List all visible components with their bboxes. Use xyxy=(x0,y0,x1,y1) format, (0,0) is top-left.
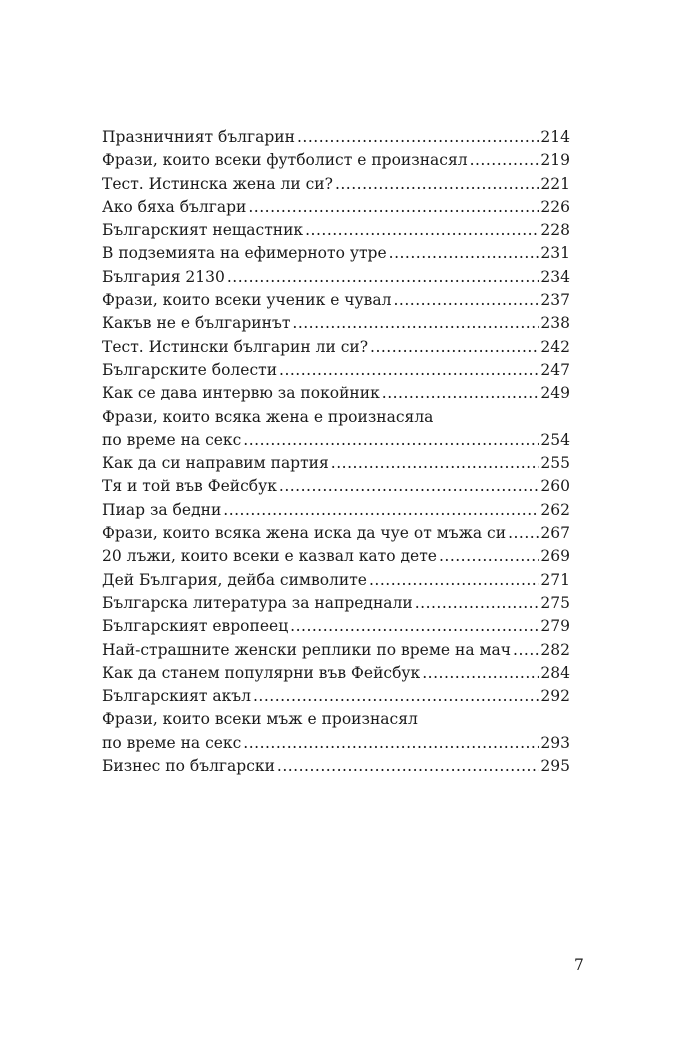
toc-entry-page: 269 xyxy=(540,547,570,566)
toc-entry-page: 271 xyxy=(540,570,570,589)
dot-leader xyxy=(279,475,540,498)
toc-entry[interactable] xyxy=(102,359,570,382)
toc-entry[interactable] xyxy=(102,662,570,685)
dot-leader xyxy=(513,639,539,662)
dot-leader xyxy=(508,522,539,545)
toc-entry-title: Фрази, които всяка жена е произнасяла xyxy=(102,407,434,426)
dot-leader xyxy=(335,173,539,196)
toc-entry-title: Какъв не е българинът xyxy=(102,314,291,333)
toc-entry-title: Тя и той във Фейсбук xyxy=(102,477,277,496)
toc-entry[interactable] xyxy=(102,242,570,265)
toc-entry[interactable] xyxy=(102,545,570,568)
toc-entry[interactable] xyxy=(102,149,570,172)
toc-entry-title: Как да си направим партия xyxy=(102,454,329,473)
toc-entry-page: 260 xyxy=(540,477,570,496)
toc-entry[interactable] xyxy=(102,173,570,196)
toc-entry-page: 262 xyxy=(540,500,570,519)
toc-entry-page: 284 xyxy=(540,663,570,682)
toc-entry-title: Ако бяха българи xyxy=(102,197,247,216)
toc-entry[interactable] xyxy=(102,382,570,405)
dot-leader xyxy=(369,569,539,592)
dot-leader xyxy=(393,289,539,312)
toc-entry-title: Празничният българин xyxy=(102,128,295,146)
toc-entry[interactable] xyxy=(102,755,570,778)
dot-leader xyxy=(370,336,539,359)
toc-entry-page: 226 xyxy=(540,197,570,216)
dot-leader xyxy=(292,312,539,335)
dot-leader xyxy=(277,755,540,778)
toc-entry-title: Пиар за бедни xyxy=(102,500,222,519)
toc-entry[interactable] xyxy=(102,639,570,662)
toc-entry-title: Фрази, които всяка жена иска да чуе от мъжа си xyxy=(102,524,507,543)
toc-entry[interactable] xyxy=(102,336,570,359)
dot-leader xyxy=(248,196,539,219)
dot-leader xyxy=(243,732,539,755)
toc-entry-title: Как да станем популярни във Фейсбук xyxy=(102,663,421,682)
toc-entry[interactable] xyxy=(102,429,570,452)
toc-entry-title: В подземията на ефимерното утре xyxy=(102,244,387,263)
dot-leader xyxy=(331,452,540,475)
toc-entry[interactable] xyxy=(102,732,570,755)
toc-entry-title: по време на секс xyxy=(102,733,242,752)
toc-entry-page: 275 xyxy=(540,593,570,612)
toc-entry-title: Тест. Истинска жена ли си? xyxy=(102,174,333,193)
toc-entry[interactable] xyxy=(102,475,570,498)
toc-entry-first-line[interactable] xyxy=(102,708,570,731)
toc-entry[interactable] xyxy=(102,685,570,708)
toc-entry-page: 242 xyxy=(540,337,570,356)
toc-entry[interactable] xyxy=(102,126,570,149)
toc-entry-page: 247 xyxy=(540,360,570,379)
toc-entry-page: 254 xyxy=(540,430,570,449)
toc-entry-page: 228 xyxy=(540,221,570,240)
dot-leader xyxy=(297,126,539,149)
toc-entry-page: 279 xyxy=(540,617,570,636)
toc-entry[interactable] xyxy=(102,569,570,592)
toc-entry-page: 231 xyxy=(540,244,570,263)
toc-entry-title: по време на секс xyxy=(102,430,242,449)
toc-entry-page: 214 xyxy=(540,128,570,146)
dot-leader xyxy=(290,615,539,638)
toc-entry-page: 295 xyxy=(540,757,570,776)
toc-entry-title: Българският европеец xyxy=(102,617,289,636)
toc-entry-title: Фрази, които всеки мъж е произнасял xyxy=(102,710,418,729)
dot-leader xyxy=(223,499,539,522)
dot-leader xyxy=(227,266,540,289)
toc-entry[interactable] xyxy=(102,196,570,219)
toc-entry-title: 20 лъжи, които всеки е казвал като дете xyxy=(102,547,437,566)
toc-entry[interactable] xyxy=(102,219,570,242)
toc-entry-title: Фрази, които всеки футболист е произнасял xyxy=(102,151,468,170)
toc-entry-page: 238 xyxy=(540,314,570,333)
toc-entry[interactable] xyxy=(102,592,570,615)
toc-entry-page: 219 xyxy=(540,151,570,170)
toc-entry-page: 282 xyxy=(540,640,570,659)
dot-leader xyxy=(253,685,539,708)
toc-entry-title: Българските болести xyxy=(102,360,278,379)
toc-entry[interactable] xyxy=(102,522,570,545)
toc-entry-title: България 2130 xyxy=(102,267,225,286)
dot-leader xyxy=(382,382,540,405)
dot-leader xyxy=(422,662,539,685)
toc-entry-page: 293 xyxy=(540,733,570,752)
toc-entry[interactable] xyxy=(102,499,570,522)
toc-entry-title: Тест. Истински българин ли си? xyxy=(102,337,369,356)
toc-entry-page: 267 xyxy=(540,524,570,543)
toc-entry-title: Бизнес по български xyxy=(102,757,275,776)
toc-entry-page: 234 xyxy=(540,267,570,286)
toc-entry-page: 255 xyxy=(540,454,570,473)
toc-entry[interactable] xyxy=(102,289,570,312)
toc-entry-first-line[interactable] xyxy=(102,406,570,429)
dot-leader xyxy=(470,149,540,172)
toc-entry-title: Българска литература за напреднали xyxy=(102,593,413,612)
dot-leader xyxy=(305,219,539,242)
toc-entry-page: 221 xyxy=(540,174,570,193)
dot-leader xyxy=(243,429,539,452)
page-number: 7 xyxy=(574,956,584,974)
toc-entry[interactable] xyxy=(102,452,570,475)
toc-entry-title: Българският акъл xyxy=(102,687,251,706)
toc-entry-page: 237 xyxy=(540,291,570,310)
dot-leader xyxy=(439,545,539,568)
toc-entry-title: Дей България, дейба символите xyxy=(102,570,367,589)
table-of-contents xyxy=(102,126,570,778)
dot-leader xyxy=(279,359,539,382)
toc-entry[interactable] xyxy=(102,266,570,289)
toc-entry-title: Най-страшните женски реплики по време на мач xyxy=(102,640,512,659)
toc-entry-title: Как се дава интервю за покойник xyxy=(102,384,380,403)
toc-entry-title: Фрази, които всеки ученик е чувал xyxy=(102,291,392,310)
toc-entry-title: Българският нещастник xyxy=(102,221,304,240)
dot-leader xyxy=(415,592,540,615)
toc-entry[interactable] xyxy=(102,312,570,335)
toc-entry-page: 292 xyxy=(540,687,570,706)
toc-entry[interactable] xyxy=(102,615,570,638)
dot-leader xyxy=(389,242,540,265)
toc-entry-page: 249 xyxy=(540,384,570,403)
